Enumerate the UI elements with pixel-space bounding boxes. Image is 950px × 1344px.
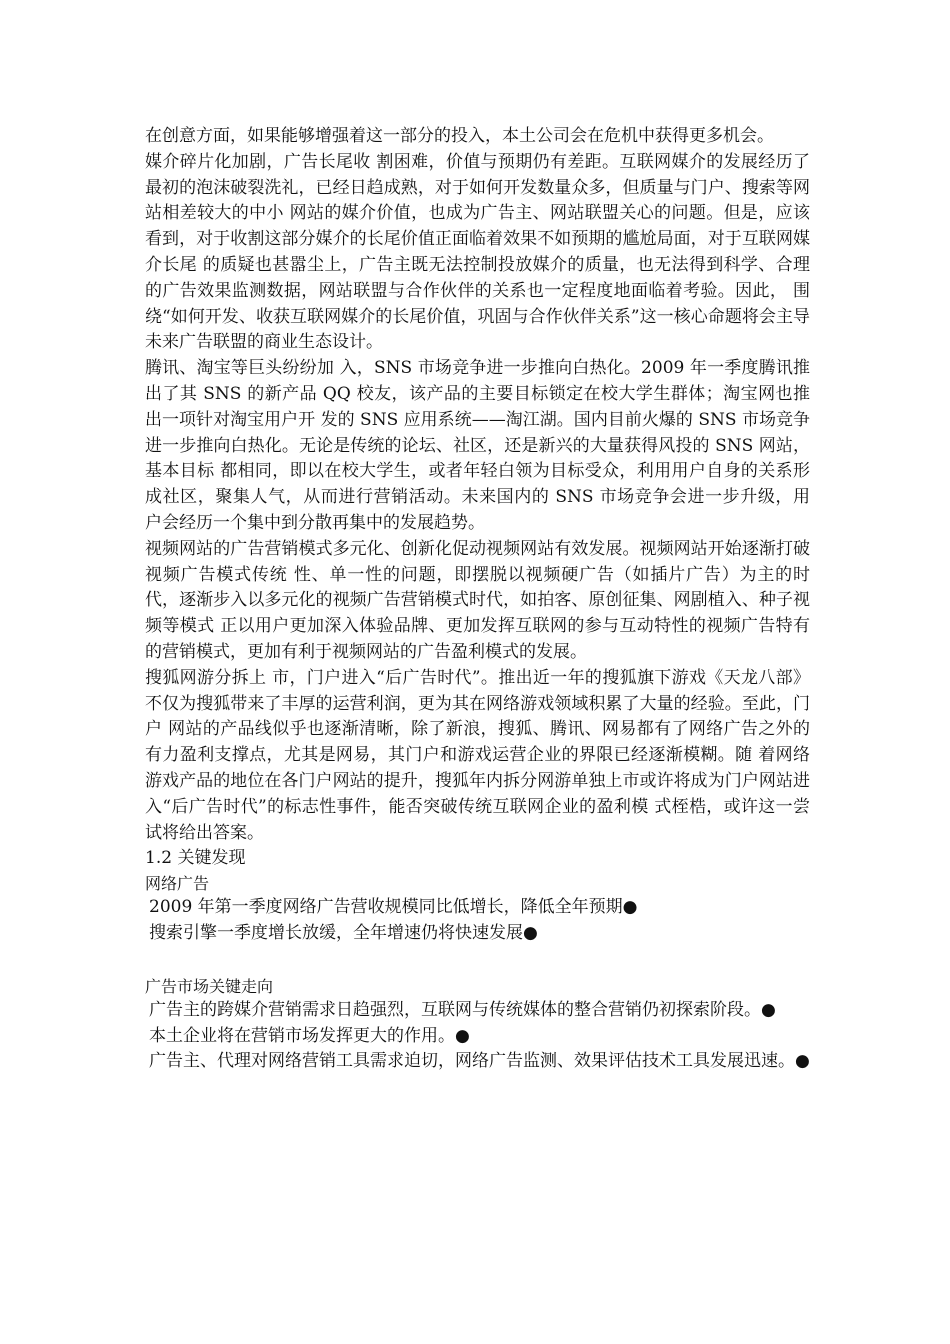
paragraph-sns: 腾讯、淘宝等巨头纷纷加 入，SNS 市场竞争进一步推向白热化。2009 年一季度腾讯推出了其 SNS 的新产品 QQ 校友，该产品的主要目标锁定在校大学生群体；淘宝网也推出一项针对淘宝用户开 发的 SNS 应用系统——淘江湖。国内目前火爆的 SNS 市场竞争进一步推向白热化。无论是传统的论坛、社区，还是新兴的大量获得风投的 SNS 网站，基本目标 都相同，即以在校大学生，或者年轻白领为目标受众，利用用户自身的关系形成社区，聚集人气，从而进行营销活动。未来国内的 SNS 市场竞争会进一步升级，用 户会经历一个集中到分散再集中的发展趋势。 (145, 358, 810, 533)
finding-item: 搜索引擎一季度增长放缓，全年增速仍将快速发展● (149, 922, 538, 943)
trend-item: 本土企业将在营销市场发挥更大的作用。● (149, 1025, 470, 1046)
paragraph-video-sites: 视频网站的广告营销模式多元化、创新化促动视频网站有效发展。视频网站开始逐渐打破视频广告模式传统 性、单一性的问题，即摆脱以视频硬广告（如插片广告）为主的时代，逐渐步入以多元化的视频广告营销模式时代，如拍客、原创征集、网剧植入、种子视频等模式 正以用户更加深入体验品牌、更加发挥互联网的参与互动特性的视频广告特有的营销模式，更加有利于视频网站的广告盈利模式的发展。 (145, 538, 810, 662)
paragraph-sohu-games: 搜狐网游分拆上 市，门户进入“后广告时代”。推出近一年的搜狐旗下游戏《天龙八部》不仅为搜狐带来了丰厚的运营利润，更为其在网络游戏领域积累了大量的经验。至此，门户 网站的产品线似乎也逐渐清晰，除了新浪，搜狐、腾讯、网易都有了网络广告之外的有力盈利支撑点，尤其是网易，其门户和游戏运营企业的界限已经逐渐模糊。随 着网络游戏产品的地位在各门户网站的提升，搜狐年内拆分网游单独上市或许将成为门户网站进入“后广告时代”的标志性事件，能否突破传统互联网企业的盈利模 式桎梏，或许这一尝试将给出答案。 (145, 667, 810, 843)
paragraph-media-fragmentation: 媒介碎片化加剧，广告长尾收 割困难，价值与预期仍有差距。互联网媒介的发展经历了最初的泡沫破裂洗礼，已经日趋成熟，对于如何开发数量众多，但质量与门户、搜索等网站相差较大的中小 网站的媒介价值，也成为广告主、网站联盟关心的问题。但是，应该看到，对于收割这部分媒介的长尾价值正面临着效果不如预期的尴尬局面，对于互联网媒介长尾 的质疑也甚嚣尘上，广告主既无法控制投放媒介的质量，也无法得到科学、合理的广告效果监测数据，网站联盟与合作伙伴的关系也一定程度地面临着考验。因此， 围绕“如何开发、收获互联网媒介的长尾价值，巩固与合作伙伴关系”这一核心命题将会主导未来广告联盟的商业生态设计。 (145, 151, 810, 353)
trend-item: 广告主的跨媒介营销需求日趋强烈，互联网与传统媒体的整合营销仍初探索阶段。● (149, 999, 776, 1020)
network-ad-label: 网络广告 (145, 874, 210, 894)
market-trends-label: 广告市场关键走向 (145, 976, 274, 996)
section-heading: 1.2 关键发现 (145, 848, 246, 869)
paragraph-creative: 在创意方面，如果能够增强着这一部分的投入，本土公司会在危机中获得更多机会。 (145, 126, 774, 146)
blank-line (145, 947, 810, 975)
trend-item: 广告主、代理对网络营销工具需求迫切，网络广告监测、效果评估技术工具发展迅速。● (149, 1051, 810, 1072)
finding-item: 2009 年第一季度网络广告营收规模同比低增长，降低全年预期● (149, 897, 638, 918)
document-page (145, 124, 810, 1075)
